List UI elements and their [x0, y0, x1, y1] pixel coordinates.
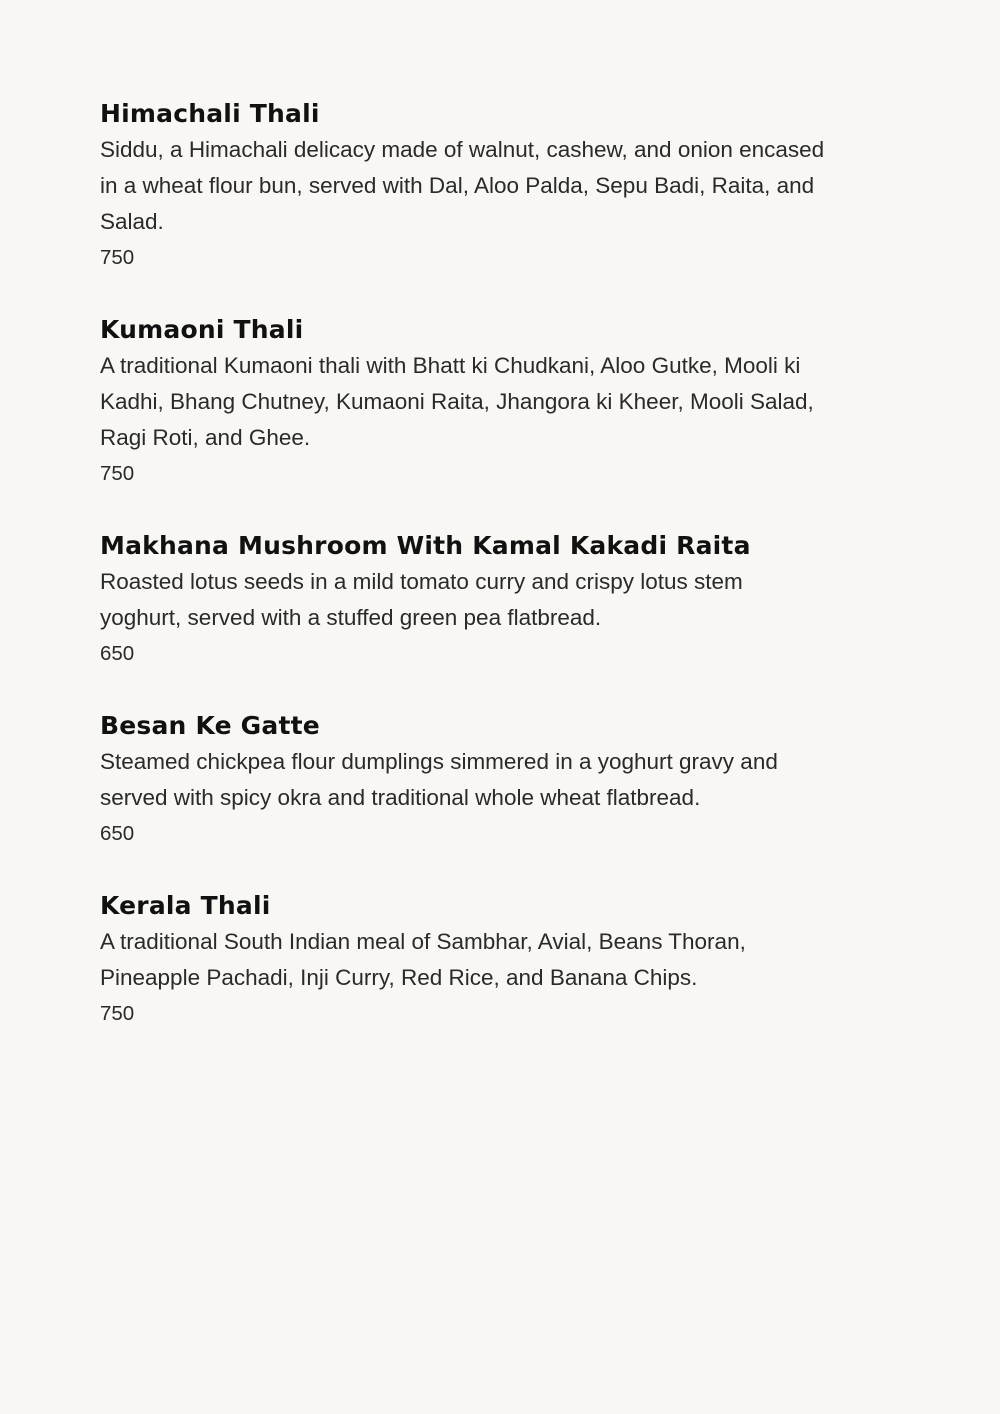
menu-item-kerala-thali [100, 888, 830, 1032]
item-price: 650 [100, 642, 135, 665]
item-price: 750 [100, 1002, 135, 1025]
menu-item-besan-ke-gatte [100, 708, 830, 852]
menu-page [100, 96, 830, 1068]
item-title: Kerala Thali [100, 891, 271, 920]
menu-item-makhana-mushroom [100, 528, 830, 672]
item-price: 750 [100, 246, 135, 269]
item-title: Kumaoni Thali [100, 315, 304, 344]
item-description: A traditional South Indian meal of Sambhar, Avial, Beans Thoran, Pineapple Pachadi, Inji Curry, Red Rice, and Banana Chips. [100, 929, 746, 990]
item-description: A traditional Kumaoni thali with Bhatt ki Chudkani, Aloo Gutke, Mooli ki Kadhi, Bhang Chutney, Kumaoni Raita, Jhangora ki Kheer, Mooli Salad, Ragi Roti, and Ghee. [100, 353, 814, 450]
item-title: Himachali Thali [100, 99, 320, 128]
item-price: 650 [100, 822, 135, 845]
item-description: Steamed chickpea flour dumplings simmered in a yoghurt gravy and served with spicy okra and traditional whole wheat flatbread. [100, 749, 778, 810]
item-price: 750 [100, 462, 135, 485]
menu-item-himachali-thali [100, 96, 830, 276]
item-title: Makhana Mushroom With Kamal Kakadi Raita [100, 531, 751, 560]
item-title: Besan Ke Gatte [100, 711, 320, 740]
menu-item-kumaoni-thali [100, 312, 830, 492]
item-description: Roasted lotus seeds in a mild tomato curry and crispy lotus stem yoghurt, served with a stuffed green pea flatbread. [100, 569, 743, 630]
item-description: Siddu, a Himachali delicacy made of walnut, cashew, and onion encased in a wheat flour bun, served with Dal, Aloo Palda, Sepu Badi, Raita, and Salad. [100, 137, 825, 234]
